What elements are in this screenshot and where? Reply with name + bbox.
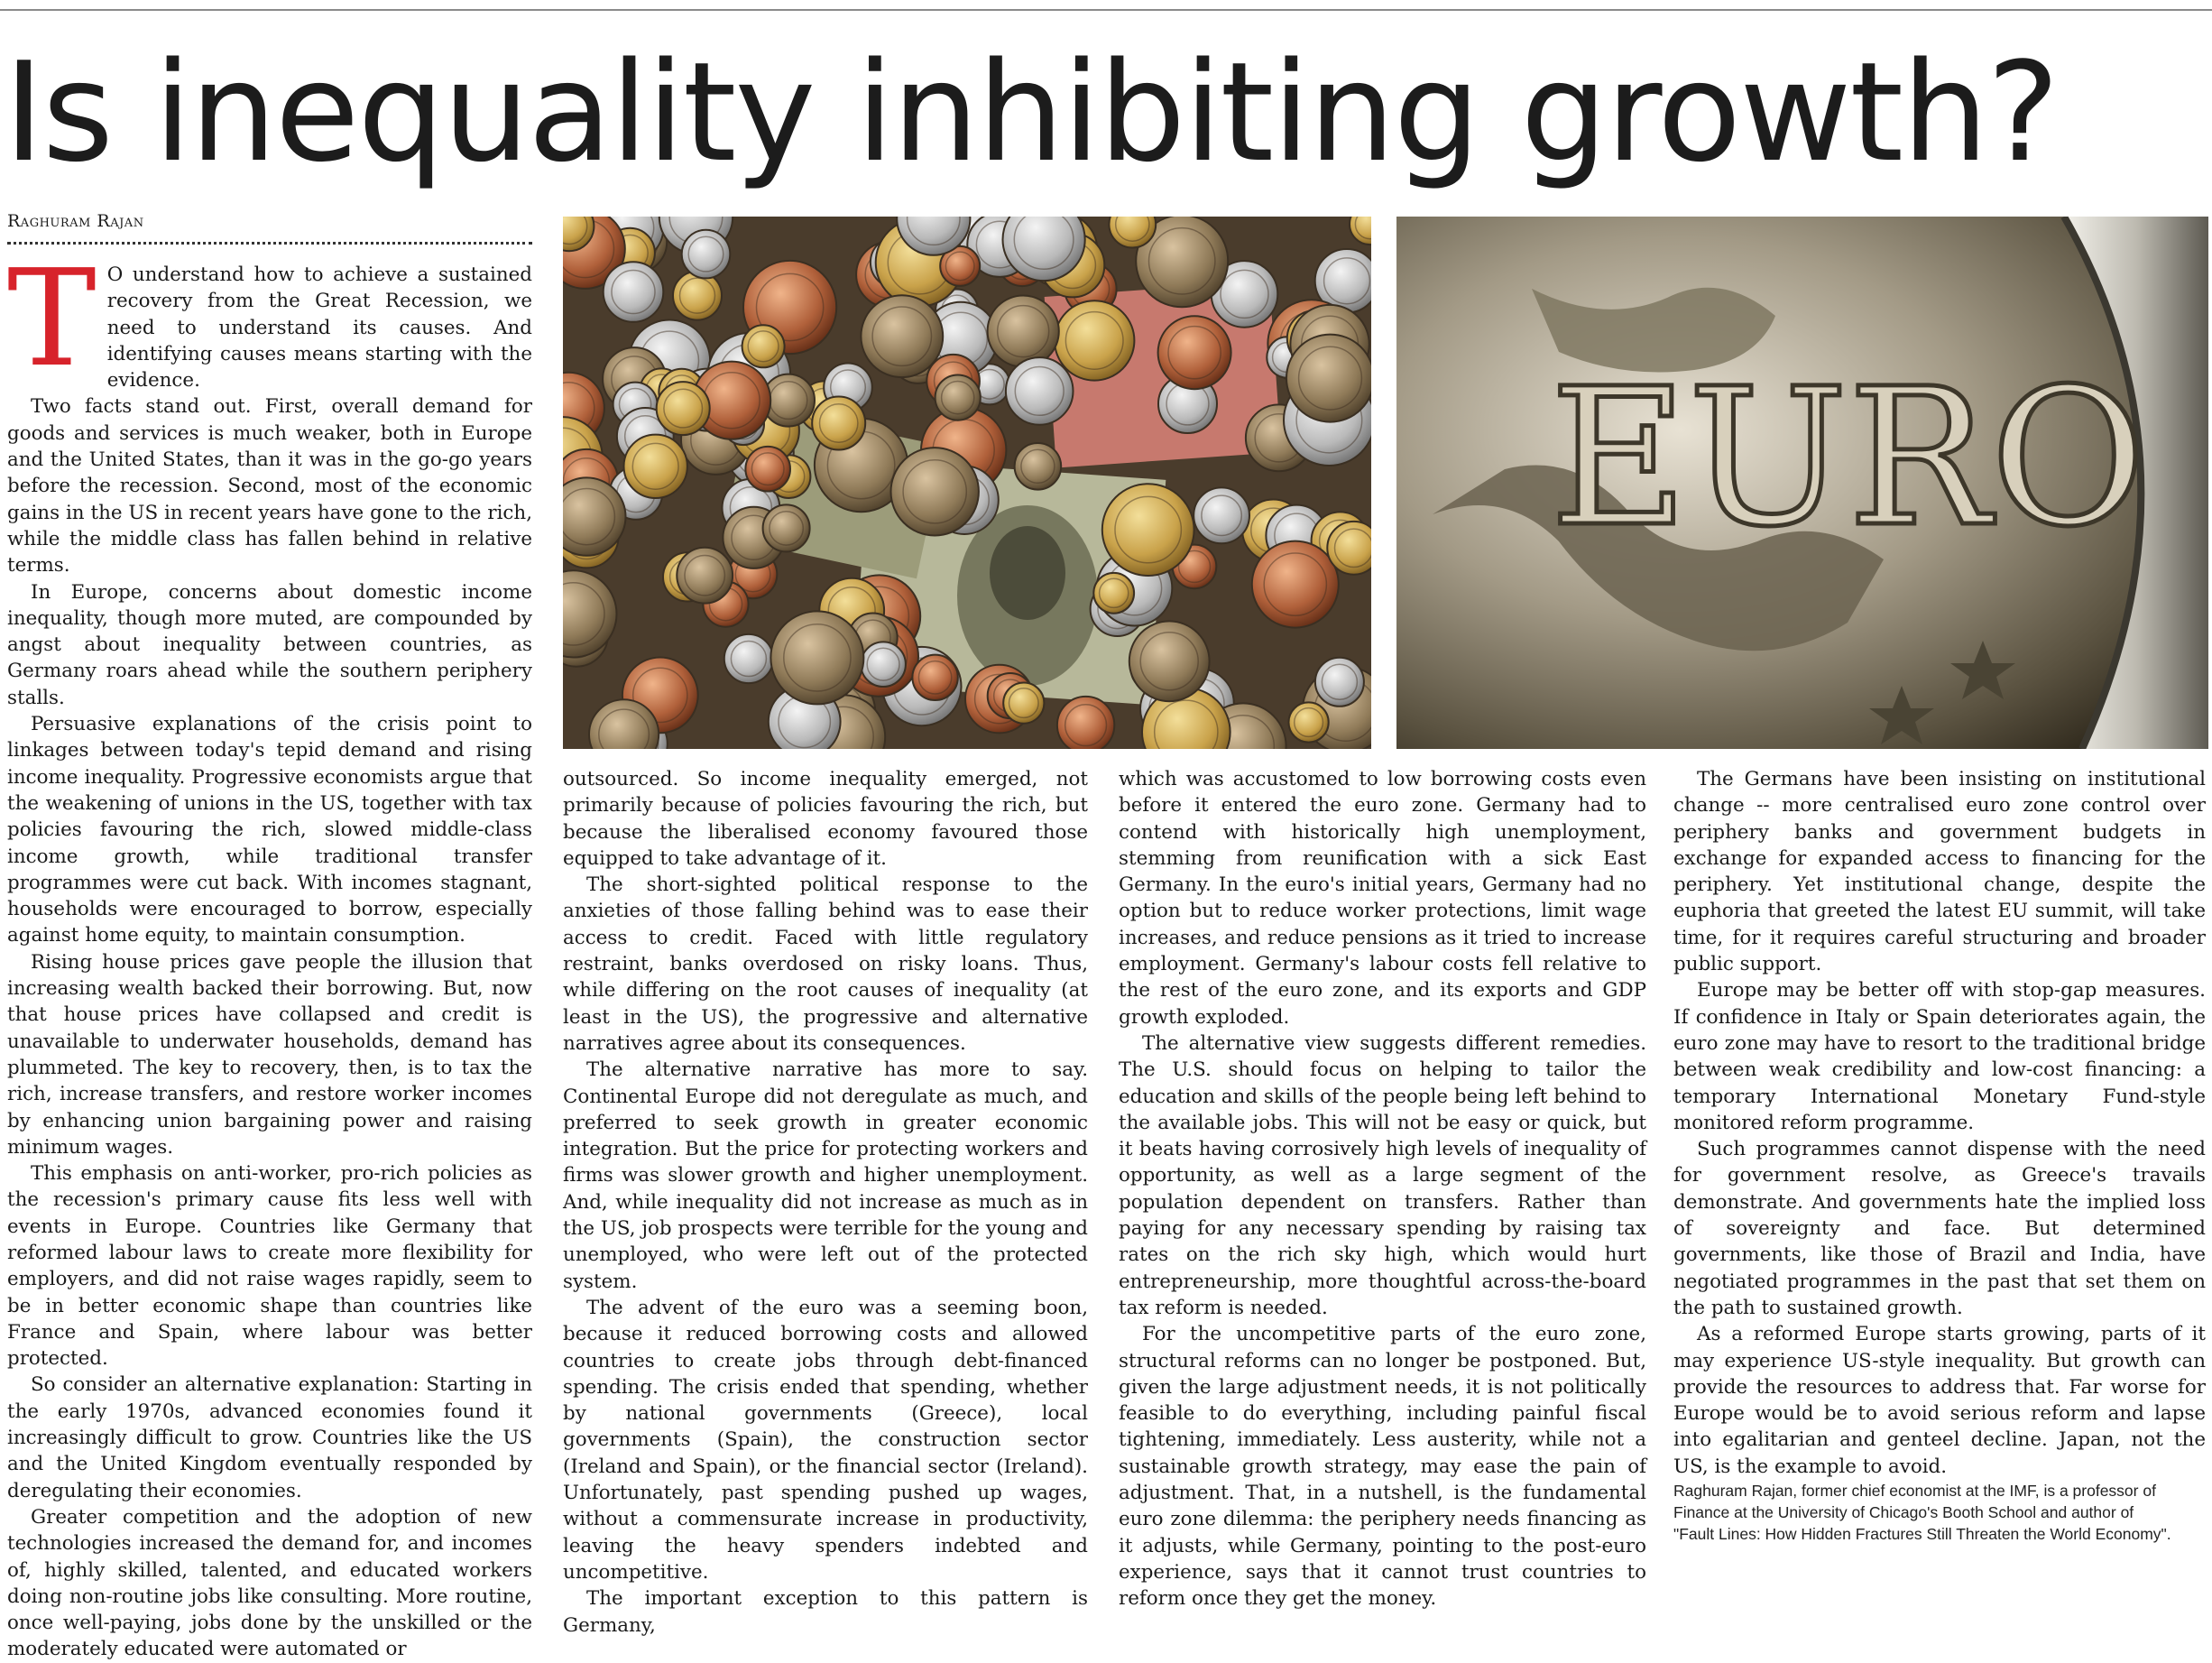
paragraph: This emphasis on anti-worker, pro-rich policies as the recession's primary cause fits less well with events in Europe. Countries like Germany that reformed labour laws to create more flexibility for employers, and did not raise wages rapidly, seem to be in better economic shape than countries like France and Spain, where labour was better protected. [7, 1162, 532, 1371]
paragraph: The short-sighted political response to the anxieties of those falling behind was to ease their access to credit. Faced with little regulatory restraint, banks overdosed on risky loans. Thus, while differing on the root causes of inequality (at least in the US), the progressive and alternative narratives agree about its consequences. [563, 873, 1088, 1055]
paragraph: The alternative view suggests different remedies. The U.S. should focus on helping to tailor the education and skills of the people being left behind to the available jobs. This will not be easy or quick, but it beats having corrosively high levels of inequality of opportunity, as well as a large segment of the population dependent on transfers. Rather than paying for any necessary spending by raising tax rates on the rich sky high, which would hurt entrepreneurship, more thoughtful across-the-board tax reform is needed. [1119, 1031, 1646, 1319]
author-note-line: Raghuram Rajan, former chief economist at the IMF, is a professor of [1673, 1482, 2156, 1500]
coin-shape [891, 448, 979, 535]
coin-shape [1055, 300, 1134, 380]
euro-coin-lettering: EURO [1550, 347, 2146, 568]
paragraph: Europe may be better off with stop-gap measures. If confidence in Italy or Spain deteriorates again, the euro zone may have to resort to the traditional bridge between weak credibility and low-cost financing: a temporary International Monetary Fund-style monitored reform programme. [1673, 979, 2206, 1134]
column-4 [1673, 766, 2206, 1480]
euro-coin-illustration [1396, 217, 2208, 749]
paragraph: As a reformed Europe starts growing, parts of it may experience US-style inequality. But growth can provide the resources to address that. Far worse for Europe would be to avoid serious reform and lapse into egalitarian and genteel decline. Japan, not the US, is the example to avoid. [1673, 1323, 2206, 1478]
coin-shape [861, 295, 943, 377]
paragraph: In Europe, concerns about domestic income inequality, though more muted, are compounded by angst about inequality between countries, as Germany roars ahead while the southern periphery stalls. [7, 580, 532, 709]
coin-shape [1102, 484, 1194, 576]
paragraph: outsourced. So income inequality emerged, not primarily because of policies favouring the rich, but because the liberalised economy favoured those equipped to take advantage of it. [563, 768, 1088, 870]
coin-shape [1252, 541, 1339, 628]
column-2 [563, 766, 1088, 1639]
coins-illustration [563, 217, 1371, 749]
paragraph: The Germans have been insisting on institutional change -- more centralised euro zone control over periphery banks and government budgets in exchange for expanded access to financing for the periphery. Yet institutional change, despite the euphoria that greeted the latest EU summit, will take time, for it requires careful structuring and broader public support. [1673, 768, 2206, 976]
paragraph: Greater competition and the adoption of new technologies increased the demand for, and incomes of, highly skilled, talented, and educated workers doing non-routine jobs like consulting. More routine, once well-paying, jobs done by the unskilled or the moderately educated were automated or [7, 1505, 532, 1661]
coin-shape [770, 611, 863, 704]
paragraph: For the uncompetitive parts of the euro zone, structural reforms can no longer be postponed. But, given the large adjustment needs, it is not politically feasible to do everything, including painful fiscal tightening, immediately. Less austerity, while not a sustainable growth strategy, may ease the pain of adjustment. That, in a nutshell, is the fundamental euro zone dilemma: the periphery needs financing as it adjusts, while Germany, pointing to the post-euro experience, says that it cannot trust countries to reform once they get the money. [1119, 1323, 1646, 1611]
paragraph: So consider an alternative explanation: Starting in the early 1970s, advanced economies found it increasingly difficult to grow. Countries like the US and the United Kingdom eventually responded by deregulating their economies. [7, 1373, 532, 1502]
byline: Raghuram Rajan [7, 211, 532, 245]
coin-shape [624, 435, 687, 498]
paragraph: Rising house prices gave people the illusion that increasing wealth backed their borrowing. But, now that house prices have collapsed and credit is unavailable to underwater households, demand has plummeted. The key to recovery, then, is to tax the rich, increase transfers, and restore worker incomes by enhancing union bargaining power and raising minimum wages. [7, 950, 532, 1159]
coin-shape [1006, 357, 1074, 425]
paragraph: which was accustomed to low borrowing costs even before it entered the euro zone. Germany had to contend with historically high unemployment, stemming from reunification with a sick East Germany. In the euro's initial years, Germany had no option but to reduce worker protections, limit wage increases, and reduce pensions as it tried to increase employment. Germany's labour costs fell relative to the rest of the euro zone, and its exports and GDP growth exploded. [1119, 768, 1646, 1029]
paragraph: The important exception to this pattern is Germany, [563, 1587, 1088, 1637]
euro-coin-photo [1396, 217, 2208, 749]
column-3 [1119, 766, 1646, 1612]
paragraph: Two facts stand out. First, overall demand for goods and services is much weaker, both in Europe and the United States, than it was in the go-go years before the recession. Second, most of the economic gains in the US in recent years have gone to the rich, while the middle class has fallen behind in relative terms. [7, 395, 532, 577]
author-note-line: "Fault Lines: How Hidden Fractures Still Threaten the World Economy". [1673, 1525, 2171, 1543]
paragraph: Such programmes cannot dispense with the need for government resolve, as Greece's travails demonstrate. And governments hate the implied loss of sovereignty and face. But determined governments, like those of Brazil and India, have negotiated programmes in the past that set them on the path to sustained growth. [1673, 1138, 2206, 1319]
paragraph: T O understand how to achieve a sustained recovery from the Great Recession, we need to understand its causes. And identifying causes means starting with the evidence. [7, 241, 532, 396]
author-note-line: Finance at the University of Chicago's Booth School and author of [1673, 1503, 2134, 1521]
coins-money-photo [563, 217, 1371, 749]
top-rule [0, 9, 2212, 11]
coin-shape [988, 296, 1059, 367]
headline: Is inequality inhibiting growth? [4, 32, 2059, 192]
paragraph: The alternative narrative has more to say. Continental Europe did not deregulate as much, and preferred to seek growth in greater economic integration. But the price for protecting workers and firms was slower growth and higher unemployment. And, while inequality did not increase as much as in the US, job prospects were terrible for the young and unemployed, who were left out of the protected system. [563, 1058, 1088, 1293]
paragraph: The advent of the euro was a seeming boon, because it reduced borrowing costs and allowed countries to create jobs through debt-financed spending. The crisis ended that spending, whether by national governments (Greece), local governments (Spain), the construction sector (Ireland and Spain), or the financial sector (Ireland). Unfortunately, past spending pushed up wages, without a commensurate increase in productivity, leaving the heavy spenders indebted and uncompetitive. [563, 1296, 1088, 1584]
paragraph: Persuasive explanations of the crisis point to linkages between today's tepid demand and rising income inequality. Progressive economists argue that the weakening of unions in the US, together with tax policies favouring the rich, slowed middle-class income growth, while traditional transfer programmes were cut back. With incomes stagnant, households were encouraged to borrow, especially against home equity, to maintain consumption. [7, 713, 532, 947]
column-1 [7, 241, 532, 1663]
coin-shape [1129, 621, 1210, 701]
author-note [1673, 1480, 2210, 1545]
drop-cap: T [7, 241, 97, 396]
